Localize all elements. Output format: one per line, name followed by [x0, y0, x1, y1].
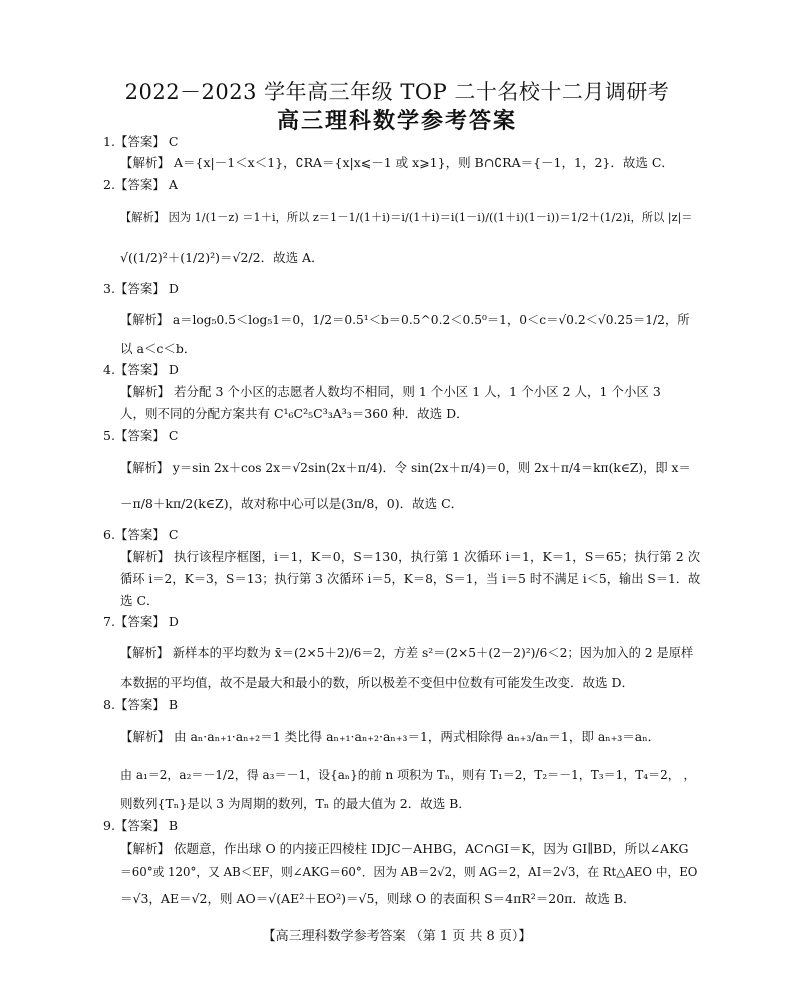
analysis-5-line-2: －π/8＋kπ/2(k∈Z)，故对称中心可以是(3π/8，0)．故选 C． — [120, 496, 464, 511]
analysis-6-line-3: 选 C． — [120, 593, 159, 608]
analysis-8-line-1: 【解析】 由 aₙ·aₙ₊₁·aₙ₊₂＝1 类比得 aₙ₊₁·aₙ₊₂·aₙ₊₃＝1，两式相除得 aₙ₊₃/aₙ＝1，即 aₙ₊₃＝aₙ． — [120, 729, 661, 744]
analysis-2-line-2: √((1/2)²＋(1/2)²)＝√2/2．故选 A． — [120, 250, 324, 265]
analysis-2-line-1: 【解析】 因为 1/(1－z) ＝1＋i，所以 z＝1－1/(1＋i)＝i/(1＋i)＝i(1－i)/((1＋i)(1－i))＝1/2＋(1/2)i，所以 |z|＝ — [120, 211, 693, 224]
analysis-4-line-2: 人，则不同的分配方案共有 C¹₆C²₅C³₃A³₃＝360 种．故选 D． — [120, 406, 469, 421]
analysis-8-line-3: 则数列{Tₙ}是以 3 为周期的数列，Tₙ 的最大值为 2．故选 B． — [120, 796, 471, 811]
analysis-6-line-1: 【解析】 执行该程序框图，i＝1，K＝0，S＝130，执行第 1 次循环 i＝1，K＝1，S＝65；执行第 2 次 — [120, 549, 701, 564]
answer-line-6: 6.【答案】 C — [103, 527, 179, 542]
answer-line-4: 4.【答案】 D — [103, 362, 179, 377]
answer-line-8: 8.【答案】 B — [103, 697, 179, 712]
answer-line-9: 9.【答案】 B — [103, 818, 179, 833]
analysis-4-line-1: 【解析】 若分配 3 个小区的志愿者人数均不相同，则 1 个小区 1 人，1 个小区 2 人，1 个小区 3 — [120, 384, 661, 399]
page-footer: 【高三理科数学参考答案 （第 1 页 共 8 页）】 — [262, 929, 532, 944]
analysis-3-line-2: 以 a＜c＜b． — [120, 341, 197, 356]
answer-line-1: 1.【答案】 C — [103, 134, 179, 149]
analysis-7-line-2: 本数据的平均值，故不是最大和最小的数，所以极差不变但中位数有可能发生改变．故选 D． — [120, 675, 634, 690]
analysis-7-line-1: 【解析】 新样本的平均数为 x̄＝(2×5＋2)/6＝2，方差 s²＝(2×5＋(2－2)²)/6＜2；因为加入的 2 是原样 — [120, 646, 694, 660]
analysis-3-line-1: 【解析】 a＝log₅0.5＜log₅1＝0，1/2＝0.5¹＜b＝0.5^0.2＜0.5⁰＝1，0＜c＝√0.2＜√0.25＝1/2，所 — [120, 313, 690, 327]
analysis-1-line-1: 【解析】 A＝{x|－1＜x＜1}，∁RA＝{x|x⩽－1 或 x⩾1}，则 B∩∁RA＝{－1，1，2}．故选 C． — [120, 155, 674, 170]
answer-line-5: 5.【答案】 C — [103, 428, 179, 443]
page-subtitle: 高三理科数学参考答案 — [276, 108, 517, 134]
analysis-5-line-1: 【解析】 y＝sin 2x＋cos 2x＝√2sin(2x＋π/4)．令 sin(2x＋π/4)＝0，则 2x＋π/4＝kπ(k∈Z)，即 x＝ — [120, 461, 691, 475]
analysis-9-line-1: 【解析】 依题意，作出球 O 的内接正四棱柱 IDJC－AHBG，AC∩GI＝K，因为 GI∥BD，所以∠AKG — [120, 841, 689, 856]
answer-line-3: 3.【答案】 D — [103, 281, 179, 296]
analysis-8-line-2: 由 a₁＝2，a₂＝－1/2，得 a₃＝－1，设{aₙ}的前 n 项积为 Tₙ，则有 T₁＝2，T₂＝－1，T₃＝1，T₄＝2， ， — [120, 768, 696, 782]
analysis-6-line-2: 循环 i＝2，K＝3，S＝13；执行第 3 次循环 i＝5，K＝8，S＝1，当 i＝5 时不满足 i＜5，输出 S＝1．故 — [120, 572, 701, 586]
analysis-9-line-3: ＝√3，AE＝√2，则 AO＝√(AE²＋EO²)＝√5，则球 O 的表面积 S＝4πR²＝20π．故选 B． — [120, 891, 636, 906]
answer-line-7: 7.【答案】 D — [103, 614, 179, 629]
analysis-9-line-2: ＝60°或 120°，又 AB＜EF，则∠AKG＝60°．因为 AB＝2√2，则 AG＝2，AI＝2√3，在 Rt△AEO 中，EO — [120, 865, 698, 879]
answer-line-2: 2.【答案】 A — [103, 177, 178, 192]
page-title: 2022－2023 学年高三年级 TOP 二十名校十二月调研考 — [124, 80, 670, 104]
